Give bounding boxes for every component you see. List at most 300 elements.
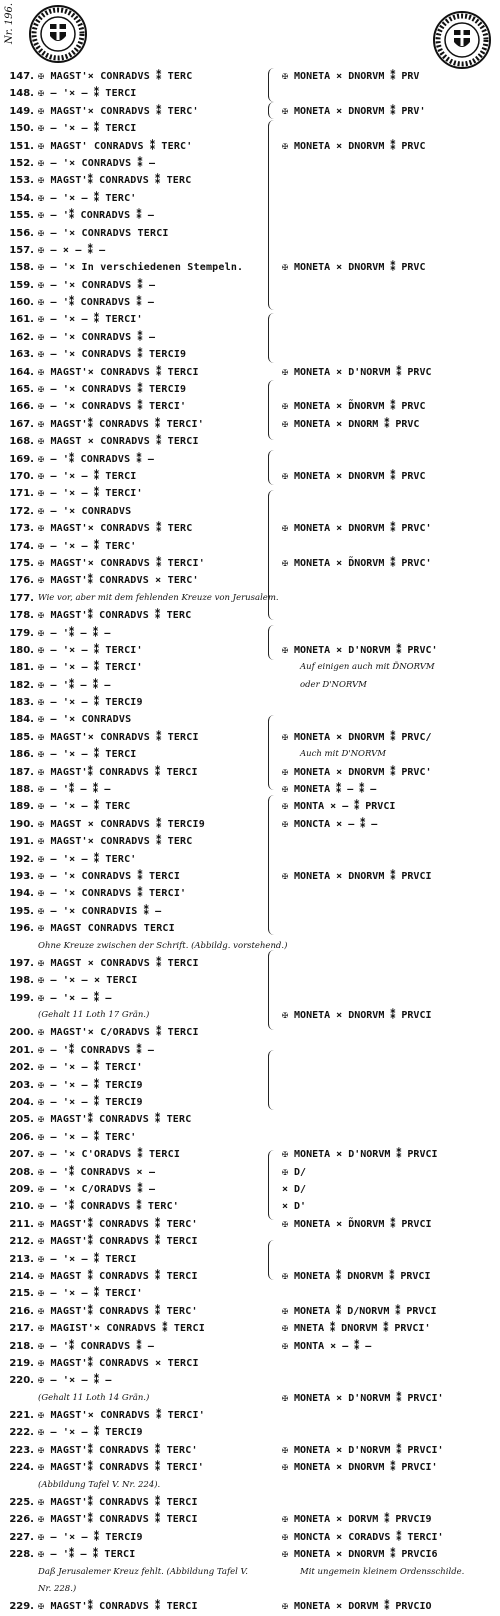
reverse-legend: ✠ MONETA × DNORVM ⁑ PRV	[282, 71, 420, 82]
catalog-number: 167.	[9, 418, 34, 430]
catalog-row	[0, 1129, 500, 1146]
catalog-row	[0, 329, 500, 346]
catalog-number: 175.	[9, 557, 34, 569]
catalog-row	[0, 1024, 500, 1041]
reverse-legend: ✠ MONETA × DNORVM ⁑ PRVC'	[282, 766, 432, 778]
catalog-row	[0, 1494, 500, 1511]
reverse-legend: ✠ MONETA × DNORVM ⁑ PRVCI'	[282, 1462, 438, 1474]
reverse-legend: ✠ MONETA × DNORVM ⁑ PRVC'	[282, 523, 432, 535]
obverse-legend: ✠ — '× — × TERCI	[38, 975, 138, 987]
reverse-legend: ✠ MONETA × DNORVM ⁑ PRV'	[282, 105, 426, 117]
catalog-number: 227.	[9, 1531, 34, 1543]
reverse-note: oder D'NORVM	[300, 679, 367, 690]
obverse-legend: ✠ MAGST'× CONRADVS ⁑ TERCI	[38, 366, 199, 378]
catalog-number: 213.	[9, 1253, 34, 1265]
catalog-row	[0, 607, 500, 624]
obverse-legend: ✠ — '× — ⁑ TERCI9	[38, 1097, 143, 1109]
obverse-legend: ✠ MAGST'× C/ORADVS ⁑ TERCI	[38, 1027, 199, 1039]
catalog-row	[0, 833, 500, 850]
catalog-row	[0, 103, 500, 120]
obverse-legend: ✠ — '⁑ CONRADVS × —	[38, 1166, 156, 1178]
obverse-legend: ✠ MAGST'× CONRADVS ⁑ TERC	[38, 836, 193, 848]
catalog-row	[0, 346, 500, 363]
catalog-row	[0, 155, 500, 172]
page-number: Nr. 196.	[4, 2, 15, 44]
reverse-legend: ✠ MONETA × D̃NORVM ⁑ PRVC'	[282, 557, 432, 569]
obverse-legend: ✠ — '× — ⁑ —	[38, 992, 112, 1004]
obverse-legend: ✠ MAGST'⁑ CONRADVS ⁑ TERC	[38, 1114, 192, 1126]
catalog-number: 147.	[9, 71, 34, 82]
catalog-number: 190.	[9, 818, 34, 830]
catalog-number: 181.	[9, 662, 34, 674]
catalog-row	[0, 311, 500, 328]
obverse-legend: ✠ MAGST'⁑ CONRADVS ⁑ TERCI	[38, 1601, 198, 1613]
catalog-row	[0, 885, 500, 902]
catalog-row	[0, 503, 500, 520]
catalog-number: 150.	[9, 123, 34, 135]
catalog-note: (Gehalt 11 Loth 17 Grän.)	[38, 1010, 150, 1021]
catalog-row	[0, 694, 500, 711]
catalog-number: 165.	[9, 384, 34, 396]
obverse-legend: ✠ — '× C/ORADVS ⁑ —	[38, 1184, 156, 1195]
catalog-number: 158.	[9, 262, 34, 274]
obverse-legend: ✠ — '× — ⁑ TERCI'	[38, 1062, 143, 1074]
seal-right-image	[432, 10, 492, 70]
catalog-row	[0, 1598, 500, 1615]
catalog-row	[0, 485, 500, 502]
catalog-note: Ohne Kreuze zwischen der Schrift. (Abbildg. vorstehend.)	[38, 940, 288, 951]
obverse-legend: ✠ — '× CONRADVS	[38, 714, 132, 726]
obverse-legend: ✠ — '× — ⁑ TERCI'	[38, 488, 143, 500]
catalog-row	[0, 938, 500, 955]
catalog-number: 176.	[9, 575, 34, 587]
catalog-number: 219.	[9, 1357, 34, 1369]
catalog-row	[0, 816, 500, 833]
catalog-number: 229.	[9, 1601, 34, 1613]
obverse-legend: ✠ MAGST'⁑ CONRADVS ⁑ TERCI'	[38, 418, 204, 430]
catalog-number: 163.	[9, 349, 34, 361]
catalog-number: 189.	[9, 801, 34, 813]
reverse-legend: ✠ MONETA × DNORVM ⁑ PRVC	[282, 470, 426, 482]
catalog-row	[0, 538, 500, 555]
catalog-number: 186.	[9, 749, 34, 761]
catalog-row	[0, 972, 500, 989]
obverse-legend: ✠ — '⁑ CONRADVS ⁑ —	[38, 297, 155, 309]
catalog-number: 193.	[9, 870, 34, 882]
catalog-row	[0, 677, 500, 694]
obverse-legend: ✠ — '× CONRADVS ⁑ —	[38, 331, 156, 343]
obverse-legend: ✠ MAGST'⁑ CONRADVS × TERCI	[38, 1357, 199, 1369]
obverse-legend: ✠ MAGST'× CONRADVS ⁑ TERC	[38, 71, 193, 82]
catalog-number: 182.	[9, 679, 34, 691]
obverse-legend: ✠ — '× CONRADVS ⁑ TERCI	[38, 870, 181, 882]
reverse-legend: ✠ MONETA × D'NORVM ⁑ PRVCI	[282, 1149, 438, 1161]
obverse-legend: ✠ MAGIST'× CONRADVS ⁑ TERCI	[38, 1323, 205, 1335]
catalog-row	[0, 1338, 500, 1355]
catalog-row	[0, 990, 500, 1007]
obverse-legend: ✠ MAGST'⁑ CONRADVS ⁑ TERC	[38, 610, 192, 622]
catalog-row	[0, 451, 500, 468]
catalog-row	[0, 1164, 500, 1181]
obverse-legend: ✠ MAGST'⁑ CONRADVS ⁑ TERC	[38, 175, 192, 187]
obverse-legend: ✠ — '× — ⁑ TERC'	[38, 853, 137, 865]
reverse-legend: ✠ MONCTA × CORADVS ⁑ TERCI'	[282, 1531, 444, 1543]
catalog-row	[0, 798, 500, 815]
catalog-number: 192.	[9, 853, 34, 865]
reverse-legend: ✠ MONETA × DORVM ⁑ PRVCIO	[282, 1601, 432, 1613]
catalog-number: 206.	[9, 1131, 34, 1143]
catalog-row	[0, 520, 500, 537]
catalog-number: 203.	[9, 1079, 34, 1091]
reverse-legend: ✠ MNETA ⁑ DNORVM ⁑ PRVCI'	[282, 1323, 431, 1335]
catalog-row	[0, 207, 500, 224]
obverse-legend: ✠ MAGST × CONRADVS ⁑ TERCI	[38, 436, 199, 448]
catalog-number: 160.	[9, 297, 34, 309]
obverse-legend: ✠ MAGST'× CONRADVS ⁑ TERCI'	[38, 1410, 205, 1422]
reverse-legend: ✠ MONETA ⁑ — ⁑ —	[282, 784, 377, 796]
catalog-number: 161.	[9, 314, 34, 326]
catalog-note: Wie vor, aber mit dem fehlenden Kreuze von Jerusalem.	[38, 592, 279, 603]
reverse-legend: ✠ MONETA × DNORVM ⁑ PRVCI	[282, 1010, 432, 1022]
obverse-legend: ✠ MAGST'⁑ CONRADVS ⁑ TERCI	[38, 1236, 198, 1248]
catalog-number: 149.	[9, 105, 34, 117]
catalog-row	[0, 398, 500, 415]
catalog-number: 209.	[9, 1184, 34, 1195]
catalog-number: 170.	[9, 470, 34, 482]
catalog-number: 196.	[9, 923, 34, 935]
catalog-row	[0, 920, 500, 937]
catalog-number: 197.	[9, 957, 34, 969]
catalog-note: (Abbildung Tafel V. Nr. 224).	[38, 1479, 161, 1490]
catalog-row	[0, 433, 500, 450]
obverse-legend: ✠ — '× CONRADVS ⁑ —	[38, 279, 156, 291]
catalog-row	[0, 1390, 500, 1407]
reverse-legend: ✠ MONETA × DNORVM ⁑ PRVCI6	[282, 1549, 438, 1561]
catalog-row	[0, 1546, 500, 1563]
obverse-legend: ✠ MAGST'⁑ CONRADVS ⁑ TERC'	[38, 1305, 198, 1317]
catalog-row	[0, 1198, 500, 1215]
obverse-legend: ✠ — '× CONRADVIS ⁑ —	[38, 905, 162, 917]
catalog-number: 191.	[9, 836, 34, 848]
catalog-number: 168.	[9, 436, 34, 448]
reverse-legend: ✠ MONTA × — ⁑ —	[282, 1340, 372, 1352]
catalog-number: 157.	[9, 244, 34, 256]
reverse-legend: ✠ MONETA ⁑ D/NORVM ⁑ PRVCI	[282, 1305, 437, 1317]
obverse-legend: ✠ — '× — ⁑ TERCI9	[38, 1531, 143, 1543]
catalog-row	[0, 225, 500, 242]
catalog-number: 223.	[9, 1444, 34, 1456]
obverse-legend: ✠ — '⁑ — ⁑ TERCI	[38, 1549, 136, 1561]
catalog-row	[0, 1407, 500, 1424]
reverse-legend: ✠ D/	[282, 1166, 307, 1178]
catalog-row	[0, 1042, 500, 1059]
reverse-legend: ✠ MONTA × — ⁑ PRVCI	[282, 801, 396, 813]
obverse-legend: ✠ — '× CONRADVS ⁑ —	[38, 157, 156, 169]
catalog-rows	[0, 68, 500, 1616]
obverse-legend: ✠ — '× CONRADVS TERCI	[38, 227, 169, 239]
catalog-number: 199.	[9, 992, 34, 1004]
obverse-legend: ✠ — '× — ⁑ TERCI'	[38, 644, 143, 656]
reverse-legend: ✠ MONETA × DNORVM ⁑ PRVC	[282, 140, 426, 152]
catalog-row	[0, 1355, 500, 1372]
catalog-row	[0, 1477, 500, 1494]
obverse-legend: ✠ MAGST ⁑ CONRADVS ⁑ TERCI	[38, 1270, 198, 1282]
catalog-row	[0, 120, 500, 137]
catalog-number: 169.	[9, 453, 34, 465]
catalog-number: 187.	[9, 766, 34, 778]
catalog-row	[0, 781, 500, 798]
catalog-number: 204.	[9, 1097, 34, 1109]
obverse-legend: ✠ — '× — ⁑ —	[38, 1375, 112, 1387]
catalog-row	[0, 1077, 500, 1094]
catalog-number: 215.	[9, 1288, 34, 1300]
catalog-number: 171.	[9, 488, 34, 500]
catalog-number: 228.	[9, 1549, 34, 1561]
catalog-row	[0, 1529, 500, 1546]
obverse-legend: ✠ MAGST'⁑ CONRADVS ⁑ TERCI	[38, 766, 198, 778]
catalog-number: 211.	[9, 1218, 34, 1230]
catalog-number: 200.	[9, 1027, 34, 1039]
catalog-number: 218.	[9, 1340, 34, 1352]
catalog-row	[0, 1146, 500, 1163]
reverse-legend: ✠ MONETA ⁑ DNORVM ⁑ PRVCI	[282, 1270, 431, 1282]
catalog-number: 177.	[9, 592, 34, 604]
catalog-number: 188.	[9, 784, 34, 796]
catalog-row	[0, 572, 500, 589]
catalog-row	[0, 590, 500, 607]
catalog-row	[0, 68, 500, 85]
reverse-note: Auch mit D'NORVM	[300, 749, 386, 760]
obverse-legend: ✠ — '× — ⁑ TERCI'	[38, 662, 143, 674]
reverse-note: Auf einigen auch mit D̃NORVM	[300, 662, 435, 673]
catalog-number: 180.	[9, 644, 34, 656]
catalog-number: 153.	[9, 175, 34, 187]
catalog-number: 151.	[9, 140, 34, 152]
catalog-number: 185.	[9, 731, 34, 743]
catalog-row	[0, 138, 500, 155]
reverse-legend: ✠ MONETA × D'NORVM ⁑ PRVCI'	[282, 1392, 444, 1404]
obverse-legend: ✠ — '× CONRADVS ⁑ TERCI9	[38, 384, 187, 396]
reverse-legend: ✠ MONETA × D'NORVM ⁑ PRVC'	[282, 644, 438, 656]
catalog-row	[0, 1251, 500, 1268]
obverse-legend: ✠ — '× — ⁑ TERCI9	[38, 1079, 143, 1091]
catalog-number: 205.	[9, 1114, 34, 1126]
reverse-legend: × D'	[282, 1201, 307, 1213]
catalog-number: 221.	[9, 1410, 34, 1422]
catalog-row	[0, 1564, 500, 1581]
catalog-number: 202.	[9, 1062, 34, 1074]
catalog-row	[0, 172, 500, 189]
obverse-legend: ✠ — '× C'ORADVS ⁑ TERCI	[38, 1149, 181, 1161]
catalog-row	[0, 1181, 500, 1198]
catalog-row	[0, 468, 500, 485]
obverse-legend: ✠ — '× — ⁑ TERCI'	[38, 314, 143, 326]
obverse-legend: ✠ — '× — ⁑ TERC	[38, 801, 131, 813]
obverse-legend: ✠ MAGST × CONRADVS ⁑ TERCI9	[38, 818, 205, 830]
reverse-legend: ✠ MONETA × DORVM ⁑ PRVCI9	[282, 1514, 432, 1526]
catalog-number: 194.	[9, 888, 34, 900]
catalog-row	[0, 1511, 500, 1528]
reverse-legend: ✠ MONETA × DNORM ⁑ PRVC	[282, 418, 420, 430]
catalog-row	[0, 1094, 500, 1111]
catalog-row	[0, 1285, 500, 1302]
catalog-number: 226.	[9, 1514, 34, 1526]
catalog-note: (Gehalt 11 Loth 14 Grän.)	[38, 1392, 150, 1403]
catalog-row	[0, 851, 500, 868]
catalog-number: 156.	[9, 227, 34, 239]
obverse-legend: ✠ — '× — ⁑ TERC'	[38, 192, 137, 204]
obverse-legend: ✠ — '× CONRADVS ⁑ TERCI'	[38, 888, 187, 900]
obverse-legend: ✠ MAGST'⁑ CONRADVS × TERC'	[38, 575, 199, 587]
obverse-legend: ✠ — '⁑ CONRADVS ⁑ —	[38, 210, 155, 222]
obverse-legend: ✠ — '⁑ CONRADVS ⁑ TERC'	[38, 1201, 180, 1213]
reverse-legend: ✠ MONETA × D'NORVM ⁑ PRVC	[282, 366, 432, 378]
obverse-legend: ✠ MAGST'⁑ CONRADVS ⁑ TERC'	[38, 1218, 198, 1230]
obverse-legend: ✠ — '× CONRADVS ⁑ TERCI'	[38, 401, 187, 413]
catalog-row	[0, 242, 500, 259]
catalog-number: 166.	[9, 401, 34, 413]
obverse-legend: ✠ MAGST'⁑ CONRADVS ⁑ TERCI'	[38, 1462, 204, 1474]
catalog-number: 184.	[9, 714, 34, 726]
catalog-row	[0, 625, 500, 642]
catalog-number: 159.	[9, 279, 34, 291]
obverse-legend: ✠ MAGST'⁑ CONRADVS ⁑ TERC'	[38, 1444, 198, 1456]
obverse-legend: ✠ — '⁑ — ⁑ —	[38, 627, 111, 639]
catalog-row	[0, 1372, 500, 1389]
obverse-legend: ✠ — '× — ⁑ TERCI	[38, 1253, 137, 1265]
catalog-row	[0, 868, 500, 885]
obverse-legend: ✠ — '⁑ — ⁑ —	[38, 679, 111, 691]
reverse-legend: ✠ MONETA × DNORVM ⁑ PRVCI	[282, 870, 432, 882]
catalog-row	[0, 729, 500, 746]
catalog-row	[0, 746, 500, 763]
catalog-note: Nr. 228.)	[38, 1583, 77, 1594]
obverse-legend: ✠ — '× CONRADVS ⁑ TERCI9	[38, 349, 187, 361]
catalog-number: 195.	[9, 905, 34, 917]
reverse-legend: ✠ MONCTA × — ⁑ —	[282, 818, 378, 830]
obverse-legend: ✠ MAGST'× CONRADVS ⁑ TERCI	[38, 731, 199, 743]
obverse-legend: ✠ — '× — ⁑ TERCI	[38, 470, 137, 482]
catalog-note: Daß Jerusalemer Kreuz fehlt. (Abbildung Tafel V.	[38, 1566, 248, 1577]
catalog-row	[0, 364, 500, 381]
catalog-row	[0, 85, 500, 102]
catalog-number: 154.	[9, 192, 34, 204]
catalog-number: 216.	[9, 1305, 34, 1317]
obverse-legend: ✠ — '⁑ CONRADVS ⁑ —	[38, 1340, 155, 1352]
catalog-number: 172.	[9, 505, 34, 517]
catalog-number: 225.	[9, 1497, 34, 1509]
obverse-legend: ✠ — × — ⁑ —	[38, 244, 106, 256]
catalog-row	[0, 381, 500, 398]
catalog-row	[0, 1320, 500, 1337]
obverse-legend: ✠ — '⁑ CONRADVS ⁑ —	[38, 453, 155, 465]
reverse-note: Mit ungemein kleinem Ordensschilde.	[300, 1566, 465, 1577]
obverse-legend: ✠ — '× CONRADVS	[38, 505, 132, 517]
obverse-legend: ✠ — '× — ⁑ TERC'	[38, 1131, 137, 1143]
obverse-legend: ✠ MAGST CONRADVS TERCI	[38, 923, 175, 935]
obverse-legend: ✠ — '× — ⁑ TERC'	[38, 540, 137, 552]
catalog-row	[0, 1459, 500, 1476]
catalog-number: 179.	[9, 627, 34, 639]
catalog-row	[0, 294, 500, 311]
obverse-legend: ✠ MAGST' CONRADVS ⁑ TERC'	[38, 140, 193, 152]
catalog-row	[0, 1424, 500, 1441]
obverse-legend: ✠ — '× In verschiedenen Stempeln.	[38, 262, 244, 274]
catalog-row	[0, 259, 500, 276]
catalog-row	[0, 190, 500, 207]
catalog-number: 183.	[9, 697, 34, 709]
catalog-number: 178.	[9, 610, 34, 622]
catalog-row	[0, 416, 500, 433]
catalog-number: 198.	[9, 975, 34, 987]
catalog-row	[0, 1059, 500, 1076]
obverse-legend: ✠ — '× — ⁑ TERCI	[38, 123, 137, 135]
obverse-legend: ✠ — '× — ⁑ TERCI9	[38, 1427, 143, 1439]
reverse-legend: ✠ MONETA × D̃NORVM ⁑ PRVCI	[282, 1218, 432, 1230]
catalog-row	[0, 1233, 500, 1250]
catalog-number: 210.	[9, 1201, 34, 1213]
obverse-legend: ✠ — '× — ⁑ TERCI	[38, 88, 137, 100]
catalog-row	[0, 1007, 500, 1024]
catalog-row	[0, 642, 500, 659]
catalog-number: 212.	[9, 1236, 34, 1248]
catalog-number: 173.	[9, 523, 34, 535]
obverse-legend: ✠ — '× — ⁑ TERCI	[38, 749, 137, 761]
reverse-legend: ✠ MONETA × DNORVM ⁑ PRVC/	[282, 731, 432, 743]
obverse-legend: ✠ MAGST'× CONRADVS ⁑ TERC	[38, 523, 193, 535]
catalog-row	[0, 277, 500, 294]
catalog-row	[0, 1442, 500, 1459]
obverse-legend: ✠ MAGST'⁑ CONRADVS ⁑ TERCI	[38, 1514, 198, 1526]
catalog-number: 222.	[9, 1427, 34, 1439]
obverse-legend: ✠ — '× — ⁑ TERCI9	[38, 697, 143, 709]
reverse-legend: ✠ MONETA × D̃NORVM ⁑ PRVC	[282, 401, 426, 413]
obverse-legend: ✠ — '× — ⁑ TERCI'	[38, 1288, 143, 1300]
catalog-row	[0, 555, 500, 572]
catalog-number: 152.	[9, 157, 34, 169]
catalog-row	[0, 903, 500, 920]
obverse-legend: ✠ MAGST'⁑ CONRADVS ⁑ TERCI	[38, 1497, 198, 1509]
catalog-row	[0, 711, 500, 728]
obverse-legend: ✠ MAGST'× CONRADVS ⁑ TERCI'	[38, 557, 205, 569]
catalog-number: 217.	[9, 1323, 34, 1335]
catalog-number: 155.	[9, 210, 34, 222]
catalog-number: 208.	[9, 1166, 34, 1178]
catalog-number: 162.	[9, 331, 34, 343]
obverse-legend: ✠ MAGST'× CONRADVS ⁑ TERC'	[38, 105, 199, 117]
catalog-number: 207.	[9, 1149, 34, 1161]
catalog-row	[0, 1581, 500, 1598]
catalog-row	[0, 659, 500, 676]
catalog-row	[0, 764, 500, 781]
reverse-legend: ✠ MONETA × D'NORVM ⁑ PRVCI'	[282, 1444, 444, 1456]
catalog-number: 214.	[9, 1270, 34, 1282]
catalog-row	[0, 1268, 500, 1285]
catalog-number: 174.	[9, 540, 34, 552]
catalog-number: 224.	[9, 1462, 34, 1474]
obverse-legend: ✠ — '⁑ CONRADVS ⁑ —	[38, 1044, 155, 1056]
catalog-row	[0, 1303, 500, 1320]
catalog-row	[0, 1111, 500, 1128]
reverse-legend: ✠ MONETA × DNORVM ⁑ PRVC	[282, 262, 426, 274]
seal-left-image	[28, 4, 88, 64]
catalog-number: 148.	[9, 88, 34, 100]
obverse-legend: ✠ MAGST × CONRADVS ⁑ TERCI	[38, 957, 199, 969]
catalog-number: 164.	[9, 366, 34, 378]
catalog-number: 201.	[9, 1044, 34, 1056]
catalog-number: 220.	[9, 1375, 34, 1387]
obverse-legend: ✠ — '⁑ — ⁑ —	[38, 784, 111, 796]
